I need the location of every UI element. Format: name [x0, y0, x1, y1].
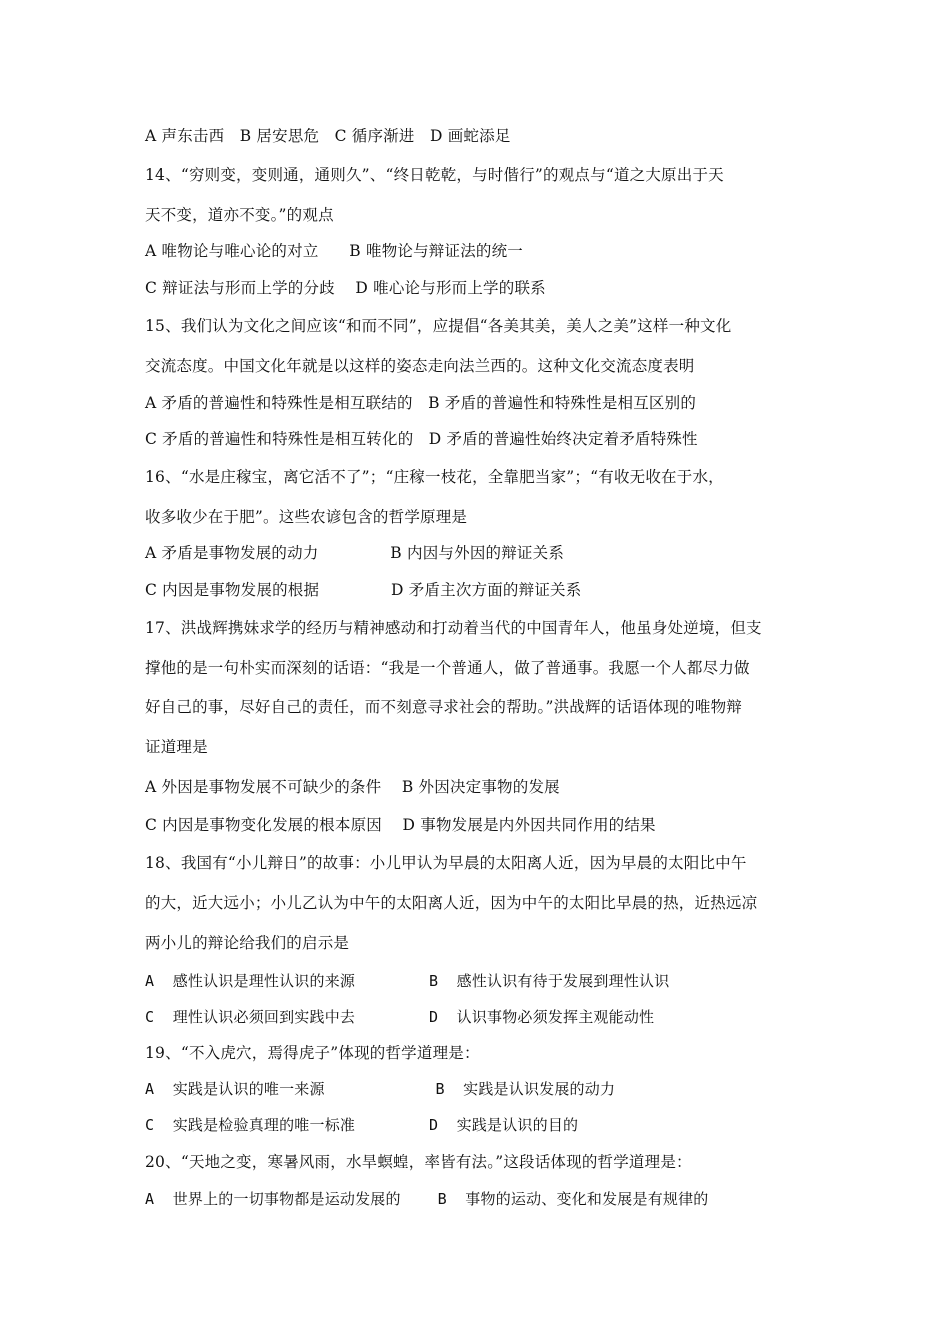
question-18-line-1: 18、我国有“小儿辩日”的故事：小儿甲认为早晨的太阳离人近，因为早晨的太阳比中午	[145, 854, 747, 872]
question-19-options-ab: A 实践是认识的唯一来源 B 实践是认识发展的动力	[145, 1080, 616, 1098]
option-line-q13: A 声东击西 B 居安思危 C 循序渐进 D 画蛇添足	[145, 127, 511, 145]
question-16-options-ab: A 矛盾是事物发展的动力 B 内因与外因的辩证关系	[145, 544, 565, 562]
question-16-line-2: 收多收少在于肥”。这些农谚包含的哲学原理是	[145, 508, 468, 526]
question-20-line-1: 20、“天地之变，寒暑风雨，水旱螟蝗，率皆有法。”这段话体现的哲学道理是：	[145, 1153, 692, 1171]
question-17-line-2: 撑他的是一句朴实而深刻的话语：“我是一个普通人，做了普通事。我愿一个人都尽力做	[145, 659, 750, 677]
question-17-line-1: 17、洪战辉携妹求学的经历与精神感动和打动着当代的中国青年人，他虽身处逆境，但支	[145, 619, 762, 637]
question-17-options-cd: C 内因是事物变化发展的根本原因 D 事物发展是内外因共同作用的结果	[145, 816, 656, 834]
question-17-line-3: 好自己的事，尽好自己的责任，而不刻意寻求社会的帮助。”洪战辉的话语体现的唯物辩	[145, 698, 742, 716]
question-17-options-ab: A 外因是事物发展不可缺少的条件 B 外因决定事物的发展	[145, 778, 560, 796]
question-14-options-cd: C 辩证法与形而上学的分歧 D 唯心论与形而上学的联系	[145, 279, 546, 297]
question-14-options-ab: A 唯物论与唯心论的对立 B 唯物论与辩证法的统一	[145, 242, 524, 260]
question-20-options-ab: A 世界上的一切事物都是运动发展的 B 事物的运动、变化和发展是有规律的	[145, 1190, 709, 1208]
question-14-line-2: 天不变，道亦不变。”的观点	[145, 206, 334, 224]
question-14-line-1: 14、“穷则变，变则通，通则久”、“终日乾乾，与时偕行”的观点与“道之大原出于天	[145, 166, 724, 184]
question-16-options-cd: C 内因是事物发展的根据 D 矛盾主次方面的辩证关系	[145, 581, 582, 599]
question-18-line-2: 的大，近大远小；小儿乙认为中午的太阳离人近，因为中午的太阳比早晨的热，近热远凉	[145, 894, 758, 912]
question-15-options-cd: C 矛盾的普遍性和特殊性是相互转化的 D 矛盾的普遍性始终决定着矛盾特殊性	[145, 430, 698, 448]
question-16-line-1: 16、“水是庄稼宝，离它活不了”；“庄稼一枝花，全靠肥当家”；“有收无收在于水，	[145, 468, 724, 486]
question-15-options-ab: A 矛盾的普遍性和特殊性是相互联结的 B 矛盾的普遍性和特殊性是相互区别的	[145, 394, 697, 412]
question-18-line-3: 两小儿的辩论给我们的启示是	[145, 934, 350, 952]
question-19-options-cd: C 实践是检验真理的唯一标准 D 实践是认识的目的	[145, 1116, 579, 1134]
question-18-options-cd: C 理性认识必须回到实践中去 D 认识事物必须发挥主观能动性	[145, 1008, 655, 1026]
question-17-line-4: 证道理是	[145, 738, 208, 756]
question-18-options-ab: A 感性认识是理性认识的来源 B 感性认识有待于发展到理性认识	[145, 972, 670, 990]
question-15-line-1: 15、我们认为文化之间应该“和而不同”，应提倡“各美其美，美人之美”这样一种文化	[145, 317, 732, 335]
question-19-line-1: 19、“不入虎穴，焉得虎子”体现的哲学道理是：	[145, 1044, 480, 1062]
question-15-line-2: 交流态度。中国文化年就是以这样的姿态走向法兰西的。这种文化交流态度表明	[145, 357, 695, 375]
